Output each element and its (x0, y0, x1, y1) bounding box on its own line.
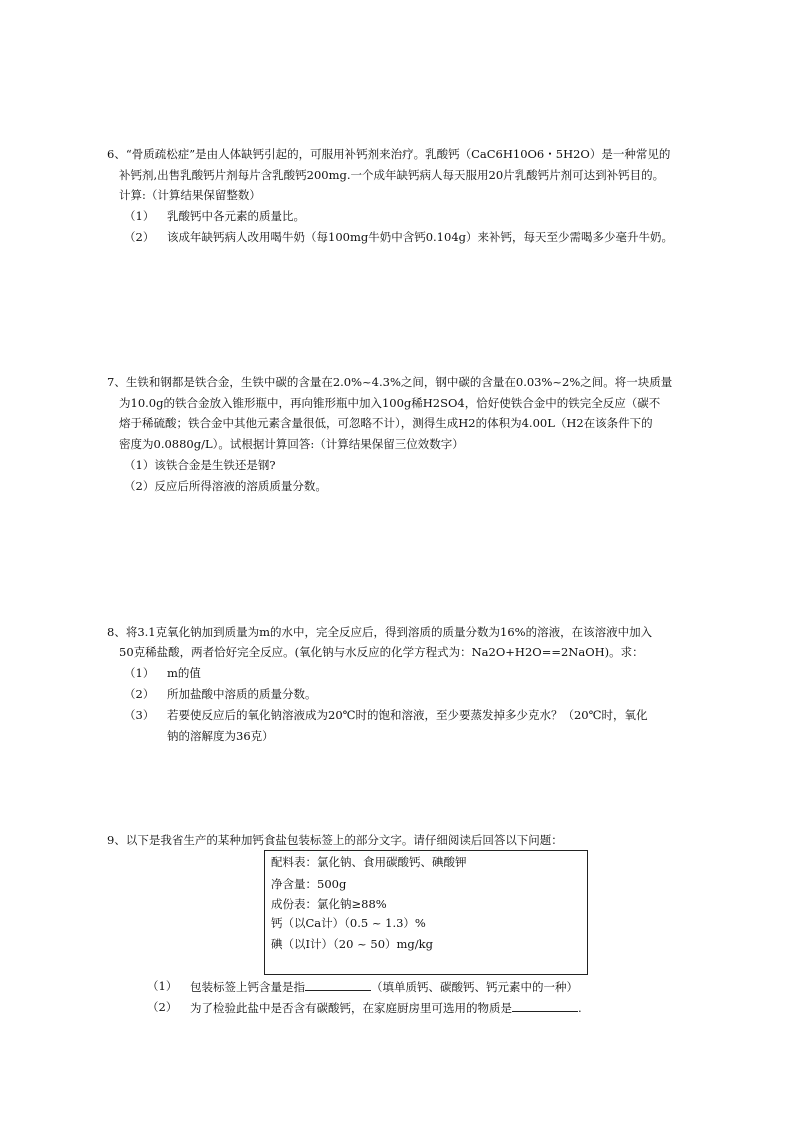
q8-sub1-text: m的值 (167, 666, 201, 680)
q8-sub3-continued: 钠的溶解度为36克） (167, 729, 274, 743)
label-iodine: 碘（以I计）（20 ~ 50）mg/kg (271, 937, 433, 951)
q6-sub1-number: （1） (124, 209, 155, 223)
salt-package-label (264, 850, 588, 975)
q8-sub2-text: 所加盐酸中溶质的质量分数。 (167, 687, 317, 701)
q7-sub2: （2）反应后所得溶液的溶质质量分数。 (124, 479, 327, 493)
q6-sub1-text: 乳酸钙中各元素的质量比。 (167, 209, 305, 223)
q7-line-2: 为10.0g的铁合金放入锥形瓶中，再向锥形瓶中加入100g稀H2SO4，恰好使铁合金中的铁完全反应（碳不 (119, 396, 661, 410)
q8-line-2: 50克稀盐酸，两者恰好完全反应。(氧化钠与水反应的化学方程式为：Na2O+H2O==2NaOH)。求： (119, 645, 644, 659)
q8-sub3-text: 若要使反应后的氧化钠溶液成为20℃时的饱和溶液，至少要蒸发掉多少克水？（20℃时，氧化 (167, 708, 648, 722)
q7-line-3: 熔于稀硫酸；铁合金中其他元素含量很低，可忽略不计），测得生成H2的体积为4.00L（H2在该条件下的 (119, 416, 653, 430)
q9-sub2-end: . (578, 1001, 582, 1015)
q9-sub1-hint: （填单质钙、碳酸钙、钙元素中的一种） (371, 980, 578, 994)
label-net-weight: 净含量：500g (271, 877, 347, 891)
q6-sub2-text: 该成年缺钙病人改用喝牛奶（每100mg牛奶中含钙0.104g）来补钙，每天至少需喝多少毫升牛奶。 (167, 230, 673, 244)
q7-line-4: 密度为0.0880g/L）。试根据计算回答:（计算结果保留三位效数字） (119, 437, 464, 451)
label-ingredients: 配料表：氯化钠、食用碳酸钙、碘酸钾 (271, 855, 467, 869)
q9-sub1-number: （1） (147, 979, 178, 993)
q6-line-2: 补钙剂,出售乳酸钙片剂每片含乳酸钙200mg.一个成年缺钙病人每天服用20片乳酸钙片剂可达到补钙目的。 (119, 168, 665, 182)
q9-line-1: 9、以下是我省生产的某种加钙食盐包装标签上的部分文字。请仔细阅读后回答以下问题： (107, 833, 563, 847)
q6-line-1: 6、“骨质疏松症”是由人体缺钙引起的，可服用补钙剂来治疗。乳酸钙（CaC6H10O6・5H2O）是一种常见的 (107, 147, 671, 161)
q6-line-3: 计算:（计算结果保留整数） (119, 188, 261, 202)
q8-sub2-number: （2） (124, 687, 155, 701)
label-calcium: 钙（以Ca计）（0.5 ~ 1.3）% (271, 916, 426, 930)
q9-sub1-line (190, 979, 578, 995)
q9-sub2-number: （2） (147, 1000, 178, 1014)
q9-sub1-text: 包装标签上钙含量是指 (190, 980, 305, 994)
q9-sub2-line (190, 1000, 582, 1016)
q8-line-1: 8、将3.1克氧化钠加到质量为m的水中，完全反应后，得到溶质的质量分数为16%的溶液，在该溶液中加入 (107, 625, 653, 639)
q8-sub1-number: （1） (124, 666, 155, 680)
q9-sub2-text: 为了检验此盐中是否含有碳酸钙，在家庭厨房里可选用的物质是 (190, 1001, 512, 1015)
answer-blank-2[interactable] (512, 1000, 578, 1012)
q6-sub2-number: （2） (124, 230, 155, 244)
q8-sub3-number: （3） (124, 708, 155, 722)
label-composition: 成份表：氯化钠≥88% (271, 897, 387, 911)
answer-blank-1[interactable] (305, 979, 371, 991)
q7-sub1: （1）该铁合金是生铁还是钢? (124, 458, 276, 472)
q7-line-1: 7、生铁和钢都是铁合金，生铁中碳的含量在2.0%~4.3%之间，钢中碳的含量在0.03%~2%之间。将一块质量 (107, 375, 673, 389)
